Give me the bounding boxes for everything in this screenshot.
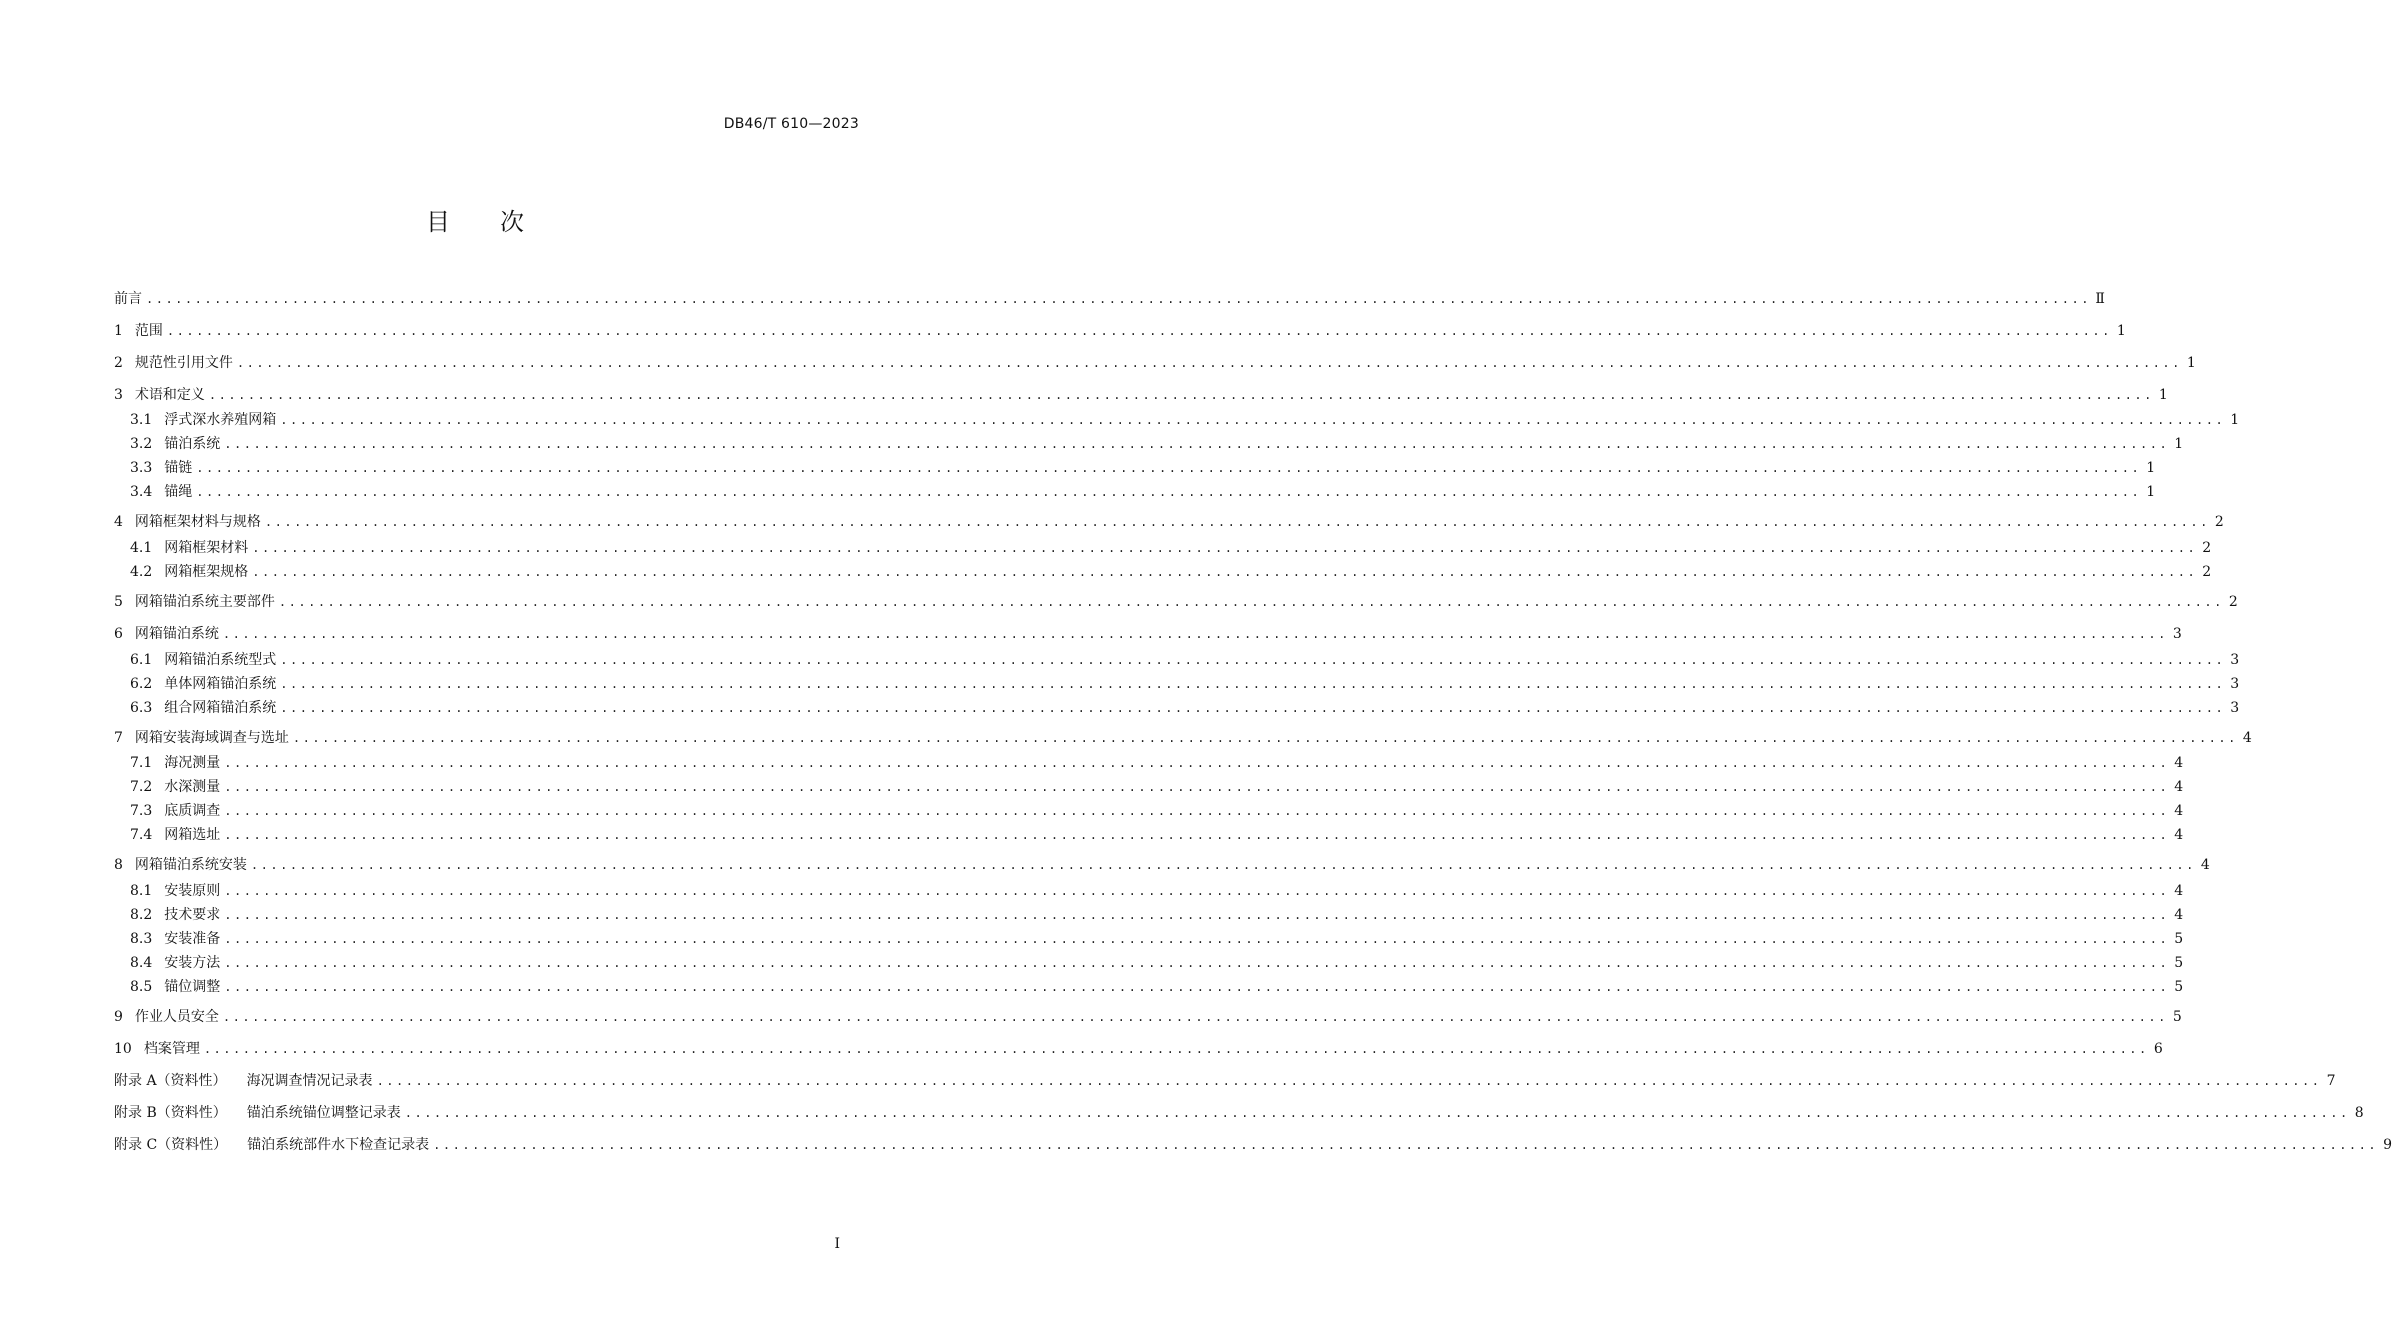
toc-entry-page: 2 bbox=[2228, 594, 2238, 610]
toc-title-part1: 目 bbox=[426, 208, 450, 236]
toc-entry-number: 4.1 bbox=[130, 540, 153, 556]
toc-leader-dots: ........................................................................................................................................................................................................ bbox=[376, 1074, 2322, 1088]
toc-leader-dots: ........................................................................................................................................................................................................ bbox=[250, 858, 2196, 872]
toc-entry-label: 网箱锚泊系统 bbox=[134, 626, 219, 642]
toc-entry-label: 网箱安装海域调查与选址 bbox=[134, 730, 289, 746]
toc-entry[interactable] bbox=[130, 538, 2212, 558]
toc-entry-page: 2 bbox=[2202, 540, 2212, 556]
toc-entry-label: 网箱锚泊系统型式 bbox=[164, 652, 277, 668]
toc-entry-page: 1 bbox=[2230, 412, 2240, 428]
toc-entry-label: 范围 bbox=[134, 323, 163, 339]
toc-leader-dots: ........................................................................................................................................................................................................ bbox=[222, 1010, 2168, 1024]
toc-entry-page: 4 bbox=[2174, 755, 2184, 771]
toc-entry-number: 3.3 bbox=[130, 460, 153, 476]
toc-entry-page: 4 bbox=[2242, 730, 2252, 746]
toc-leader-dots: ........................................................................................................................................................................................................ bbox=[280, 701, 2226, 715]
toc-entry-page: 2 bbox=[2202, 564, 2212, 580]
toc-leader-dots: ........................................................................................................................................................................................................ bbox=[224, 780, 2170, 794]
toc-entry[interactable] bbox=[114, 624, 2182, 644]
toc-entry-number: 8.3 bbox=[130, 931, 153, 947]
toc-title bbox=[0, 202, 950, 237]
toc-entry[interactable] bbox=[114, 512, 2224, 532]
toc-leader-dots: ........................................................................................................................................................................................................ bbox=[224, 884, 2170, 898]
toc-entry-page: 6 bbox=[2153, 1041, 2163, 1057]
toc-entry[interactable] bbox=[130, 825, 2184, 845]
toc-entry-page: 4 bbox=[2174, 827, 2184, 843]
toc-entry-label: 单体网箱锚泊系统 bbox=[164, 676, 277, 692]
toc-entry-number: 4.2 bbox=[130, 564, 153, 580]
toc-entry-label: 组合网箱锚泊系统 bbox=[164, 700, 277, 716]
toc-entry-number: 6.2 bbox=[130, 676, 153, 692]
toc-entry[interactable] bbox=[114, 855, 2210, 875]
toc-entry-label: 底质调查 bbox=[164, 803, 221, 819]
toc-entry-page: 4 bbox=[2174, 907, 2184, 923]
toc-entry-label: 海况调查情况记录表 bbox=[246, 1073, 373, 1089]
toc-entry-label: 水深测量 bbox=[164, 779, 221, 795]
toc-leader-dots: ........................................................................................................................................................................................................ bbox=[224, 828, 2170, 842]
toc-entry-page: 3 bbox=[2230, 652, 2240, 668]
toc-leader-dots: ........................................................................................................................................................................................................ bbox=[224, 756, 2170, 770]
toc-leader-dots: ........................................................................................................................................................................................................ bbox=[196, 461, 2142, 475]
toc-entry-page: 1 bbox=[2146, 460, 2156, 476]
toc-entry-number: 7.2 bbox=[130, 779, 153, 795]
toc-entry-page: 4 bbox=[2200, 857, 2210, 873]
toc-entry[interactable] bbox=[114, 1007, 2182, 1027]
toc-leader-dots: ........................................................................................................................................................................................................ bbox=[280, 653, 2226, 667]
toc-entry-number: 2 bbox=[114, 355, 123, 371]
toc-entry[interactable] bbox=[130, 953, 2184, 973]
toc-entry-number: 6 bbox=[114, 626, 123, 642]
toc-entry-page: 7 bbox=[2326, 1073, 2336, 1089]
toc-entry-number: 3 bbox=[114, 387, 123, 403]
page-number: I bbox=[834, 1236, 840, 1252]
toc-entry[interactable] bbox=[114, 289, 2105, 309]
toc-entry-number: 7 bbox=[114, 730, 123, 746]
toc-entry-label: 浮式深水养殖网箱 bbox=[164, 412, 277, 428]
toc-entry-page: 8 bbox=[2354, 1105, 2364, 1121]
toc-entry[interactable] bbox=[130, 977, 2184, 997]
toc-entry-label: 锚绳 bbox=[164, 484, 193, 500]
toc-entry-number: 9 bbox=[114, 1009, 123, 1025]
toc-entry-page: 2 bbox=[2214, 514, 2224, 530]
toc-entry-page: 4 bbox=[2174, 779, 2184, 795]
toc-entry[interactable] bbox=[130, 434, 2184, 454]
toc-entry-label: 网箱框架材料 bbox=[164, 540, 249, 556]
toc-entry[interactable] bbox=[130, 482, 2156, 502]
toc-title-part2: 次 bbox=[500, 208, 524, 236]
toc-entry-number: 8.2 bbox=[130, 907, 153, 923]
toc-entry-number: 8 bbox=[114, 857, 123, 873]
toc-entry-label: 安装准备 bbox=[164, 931, 221, 947]
toc-entry-number: 10 bbox=[114, 1041, 132, 1057]
toc-leader-dots: ........................................................................................................................................................................................................ bbox=[146, 292, 2091, 306]
toc-leader-dots: ........................................................................................................................................................................................................ bbox=[264, 515, 2210, 529]
toc-entry-page: 9 bbox=[2383, 1137, 2392, 1153]
toc-entry-label: 网箱选址 bbox=[164, 827, 221, 843]
toc-entry-number: 6.3 bbox=[130, 700, 153, 716]
toc-leader-dots: ........................................................................................................................................................................................................ bbox=[224, 932, 2170, 946]
toc-entry-page: Ⅱ bbox=[2095, 291, 2105, 307]
toc-entry-label: 网箱锚泊系统主要部件 bbox=[134, 594, 275, 610]
toc-entry-page: 1 bbox=[2146, 484, 2156, 500]
toc-entry-page: 3 bbox=[2172, 626, 2182, 642]
toc-entry[interactable] bbox=[114, 321, 2126, 341]
toc-entry[interactable] bbox=[130, 410, 2240, 430]
toc-entry-number: 1 bbox=[114, 323, 123, 339]
toc-leader-dots: ........................................................................................................................................................................................................ bbox=[224, 908, 2170, 922]
toc-entry[interactable] bbox=[114, 1103, 2364, 1123]
toc-entry-label: 锚泊系统锚位调整记录表 bbox=[246, 1105, 401, 1121]
toc-entry[interactable] bbox=[130, 753, 2184, 773]
toc-entry-label: 网箱锚泊系统安装 bbox=[134, 857, 247, 873]
toc-entry-number: 5 bbox=[114, 594, 123, 610]
toc-entry-number: 6.1 bbox=[130, 652, 153, 668]
toc-entry[interactable] bbox=[130, 881, 2184, 901]
toc-leader-dots: ........................................................................................................................................................................................................ bbox=[236, 356, 2182, 370]
toc-leader-dots: ........................................................................................................................................................................................................ bbox=[166, 324, 2112, 338]
toc-leader-dots: ........................................................................................................................................................................................................ bbox=[224, 804, 2170, 818]
toc-entry-number: 7.3 bbox=[130, 803, 153, 819]
toc-entry[interactable] bbox=[114, 353, 2196, 373]
toc-entry-label: 术语和定义 bbox=[134, 387, 205, 403]
toc-leader-dots: ........................................................................................................................................................................................................ bbox=[278, 595, 2224, 609]
toc-entry-page: 1 bbox=[2158, 387, 2168, 403]
toc-entry-number: 4 bbox=[114, 514, 123, 530]
toc-entry[interactable] bbox=[114, 592, 2238, 612]
toc-entry-label: 锚位调整 bbox=[164, 979, 221, 995]
toc-leader-dots: ........................................................................................................................................................................................................ bbox=[203, 1042, 2149, 1056]
toc-entry-number: 7.4 bbox=[130, 827, 153, 843]
toc-entry[interactable] bbox=[130, 777, 2184, 797]
toc-entry-label: 安装原则 bbox=[164, 883, 221, 899]
toc-leader-dots: ........................................................................................................................................................................................................ bbox=[433, 1138, 2379, 1152]
toc-entry-label: 网箱框架材料与规格 bbox=[134, 514, 261, 530]
toc-entry-label: 锚链 bbox=[164, 460, 193, 476]
toc-entry[interactable] bbox=[130, 801, 2184, 821]
toc-entry-number: 附录 B（资料性） bbox=[114, 1105, 227, 1121]
toc-leader-dots: ........................................................................................................................................................................................................ bbox=[292, 731, 2238, 745]
toc-entry-label: 安装方法 bbox=[164, 955, 221, 971]
toc-entry-page: 1 bbox=[2186, 355, 2196, 371]
toc-entry-number: 附录 A（资料性） bbox=[114, 1073, 227, 1089]
toc-entry[interactable] bbox=[130, 929, 2184, 949]
toc-entry[interactable] bbox=[114, 1071, 2336, 1091]
toc-entry-number: 3.4 bbox=[130, 484, 153, 500]
toc-entry-number: 8.4 bbox=[130, 955, 153, 971]
toc-entry[interactable] bbox=[130, 562, 2212, 582]
toc-leader-dots: ........................................................................................................................................................................................................ bbox=[196, 485, 2142, 499]
toc-entry-label: 锚泊系统部件水下检查记录表 bbox=[247, 1137, 430, 1153]
toc-entry-label: 前言 bbox=[114, 291, 142, 307]
toc-entry-page: 5 bbox=[2174, 955, 2184, 971]
toc-leader-dots: ........................................................................................................................................................................................................ bbox=[224, 437, 2170, 451]
toc-entry-page: 5 bbox=[2174, 979, 2184, 995]
toc-entry-page: 3 bbox=[2230, 676, 2240, 692]
toc-entry-label: 作业人员安全 bbox=[134, 1009, 219, 1025]
toc-entry-label: 技术要求 bbox=[164, 907, 221, 923]
toc-leader-dots: ........................................................................................................................................................................................................ bbox=[224, 956, 2170, 970]
toc-entry[interactable] bbox=[130, 674, 2240, 694]
toc-entry-number: 3.1 bbox=[130, 412, 153, 428]
toc-entry-page: 4 bbox=[2174, 803, 2184, 819]
toc-leader-dots: ........................................................................................................................................................................................................ bbox=[252, 541, 2198, 555]
toc-leader-dots: ........................................................................................................................................................................................................ bbox=[280, 677, 2226, 691]
toc-entry[interactable] bbox=[114, 385, 2168, 405]
toc-entry[interactable] bbox=[114, 1039, 2163, 1059]
toc-entry-page: 1 bbox=[2174, 436, 2184, 452]
toc-leader-dots: ........................................................................................................................................................................................................ bbox=[280, 413, 2226, 427]
toc-leader-dots: ........................................................................................................................................................................................................ bbox=[224, 980, 2170, 994]
toc-entry-number: 附录 C（资料性） bbox=[114, 1137, 228, 1153]
toc-entry-page: 4 bbox=[2174, 883, 2184, 899]
toc-entry-number: 8.5 bbox=[130, 979, 153, 995]
toc-entry[interactable] bbox=[114, 1135, 2392, 1155]
toc-entry-label: 海况测量 bbox=[164, 755, 221, 771]
document-code: DB46/T 610—2023 bbox=[723, 116, 859, 132]
toc-entry[interactable] bbox=[130, 458, 2156, 478]
toc-leader-dots: ........................................................................................................................................................................................................ bbox=[208, 388, 2154, 402]
toc-entry-number: 3.2 bbox=[130, 436, 153, 452]
toc-entry-label: 锚泊系统 bbox=[164, 436, 221, 452]
toc-entry-label: 网箱框架规格 bbox=[164, 564, 249, 580]
toc-entry-page: 3 bbox=[2230, 700, 2240, 716]
toc-leader-dots: ........................................................................................................................................................................................................ bbox=[252, 565, 2198, 579]
toc-entry-page: 5 bbox=[2174, 931, 2184, 947]
toc-entry[interactable] bbox=[130, 905, 2184, 925]
toc-entry-page: 5 bbox=[2172, 1009, 2182, 1025]
toc-entry-number: 8.1 bbox=[130, 883, 153, 899]
toc-entry-label: 规范性引用文件 bbox=[134, 355, 233, 371]
toc-entry[interactable] bbox=[130, 650, 2240, 670]
toc-leader-dots: ........................................................................................................................................................................................................ bbox=[404, 1106, 2350, 1120]
toc-leader-dots: ........................................................................................................................................................................................................ bbox=[222, 627, 2168, 641]
toc-entry-label: 档案管理 bbox=[143, 1041, 200, 1057]
toc-entry-number: 7.1 bbox=[130, 755, 153, 771]
toc-entry-page: 1 bbox=[2116, 323, 2126, 339]
toc-entry[interactable] bbox=[114, 728, 2252, 748]
toc-entry[interactable] bbox=[130, 698, 2240, 718]
